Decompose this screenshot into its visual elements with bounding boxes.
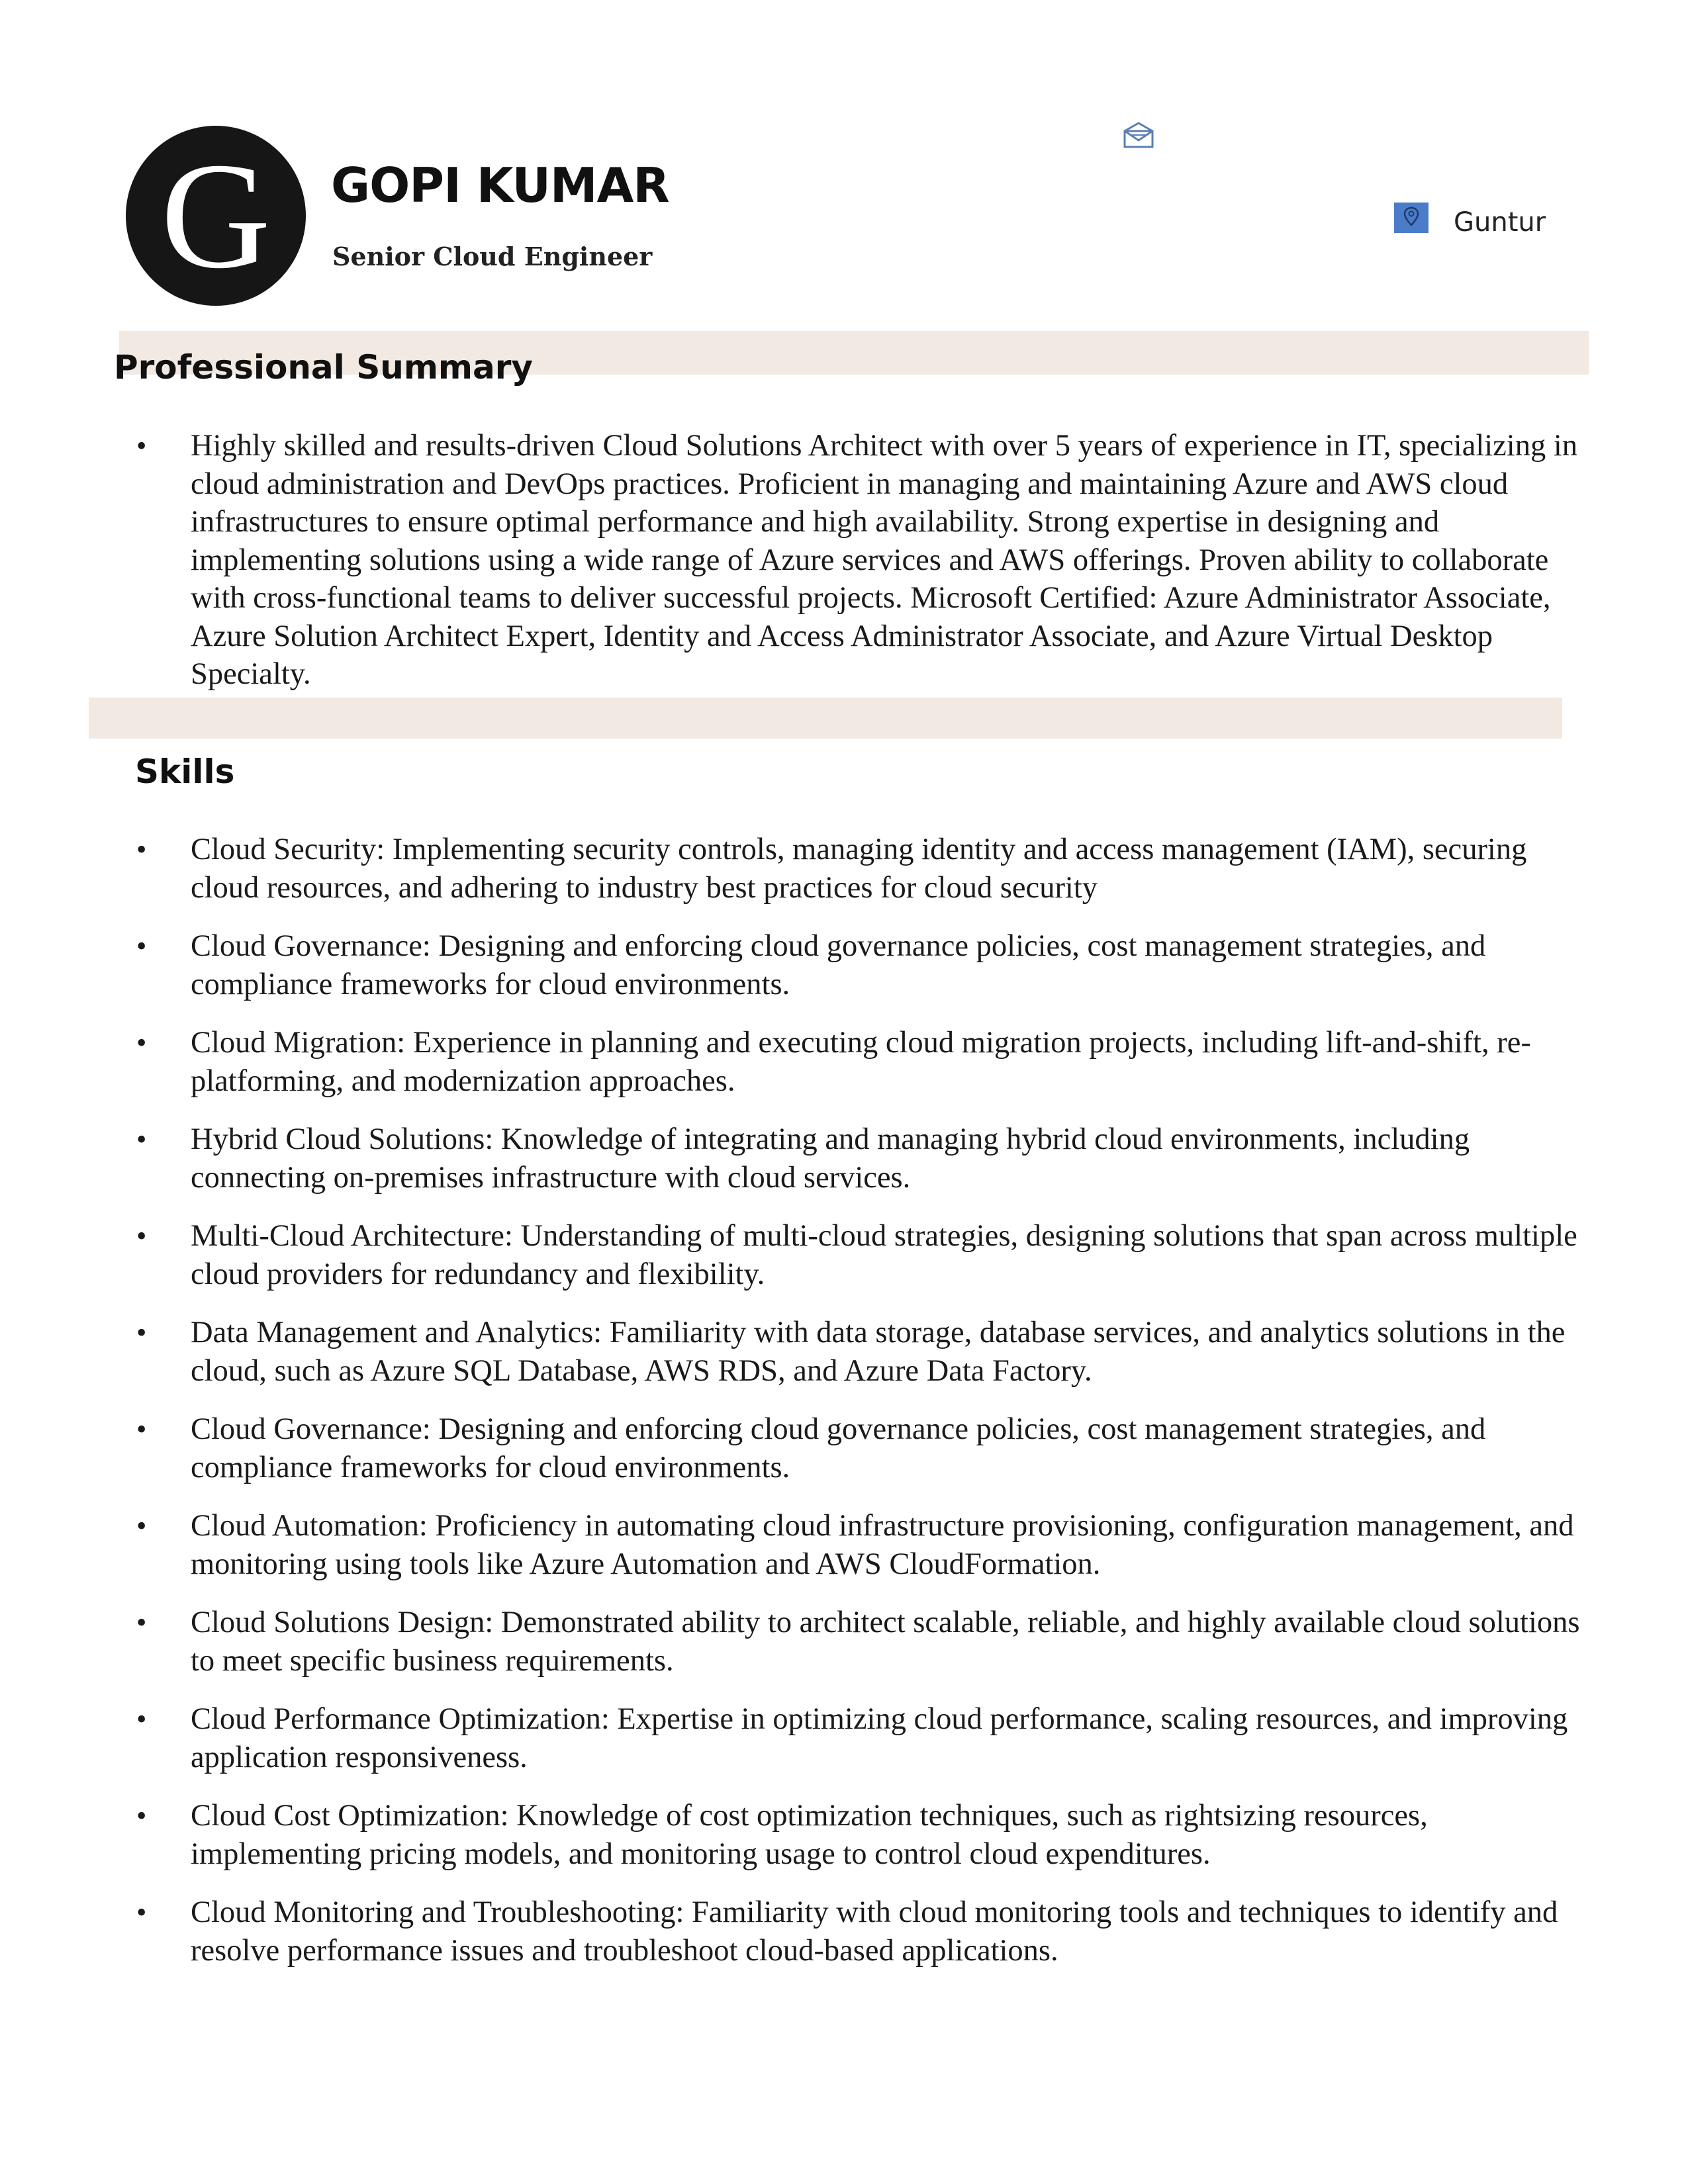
summary-item: • Highly skilled and results-driven Cloud Solutions Architect with over 5 years of experience in IT, specializing in cloud administration and DevOps practices. Proficient in managing and maintaining Azure and AWS cloud infrastructures to ensure optimal performance and high availability. Strong expertise in designing and implementing solutions using a wide range of Azure services and AWS offerings. Proven ability to collaborate with cross-functional teams to deliver successful projects. Microsoft Certified: Azure Administrator Associate, Azure Solution Architect Expert, Identity and Access Administrator Associate, and Azure Virtual Desktop Specialty. [136,427,1599,694]
skill-item: • Cloud Monitoring and Troubleshooting: Familiarity with cloud monitoring tools and techniques to identify and resolve performance issues and troubleshoot cloud-based applications. [136,1893,1599,1970]
skill-item: • Multi-Cloud Architecture: Understanding of multi-cloud strategies, designing solutions that span across multiple cloud providers for redundancy and flexibility. [136,1217,1599,1293]
skill-item: • Data Management and Analytics: Familiarity with data storage, database services, and analytics solutions in the cloud, such as Azure SQL Database, AWS RDS, and Azure Data Factory. [136,1314,1599,1390]
skill-item: • Cloud Security: Implementing security controls, managing identity and access management (IAM), securing cloud resources, and adhering to industry best practices for cloud security [136,831,1599,907]
skill-item: • Cloud Governance: Designing and enforcing cloud governance policies, cost management strategies, and compliance frameworks for cloud environments. [136,927,1599,1003]
skills-list [136,831,1599,1990]
skill-item: • Cloud Solutions Design: Demonstrated ability to architect scalable, reliable, and highly available cloud solutions to meet specific business requirements. [136,1604,1599,1680]
skill-item: • Cloud Governance: Designing and enforcing cloud governance policies, cost management strategies, and compliance frameworks for cloud environments. [136,1410,1599,1486]
section-band-skills [89,698,1562,739]
skill-item: • Cloud Cost Optimization: Knowledge of cost optimization techniques, such as rightsizing resources, implementing pricing models, and monitoring usage to control cloud expenditures. [136,1797,1599,1873]
section-heading-professional-summary: Professional Summary [114,348,534,387]
skill-item: • Cloud Performance Optimization: Expertise in optimizing cloud performance, scaling resources, and improving application responsiveness. [136,1700,1599,1776]
skill-item: • Cloud Migration: Experience in planning and executing cloud migration projects, including lift-and-shift, re-platforming, and modernization approaches. [136,1024,1599,1100]
location-text: Guntur [1454,207,1546,238]
skill-item: • Hybrid Cloud Solutions: Knowledge of integrating and managing hybrid cloud environments, including connecting on-premises infrastructure with cloud services. [136,1120,1599,1197]
summary-list [136,427,1599,694]
section-heading-skills: Skills [135,752,235,791]
skill-item: • Cloud Automation: Proficiency in automating cloud infrastructure provisioning, configuration management, and monitoring using tools like Azure Automation and AWS CloudFormation. [136,1507,1599,1583]
location-pin-icon [1394,203,1429,233]
candidate-name: GOPI KUMAR [331,158,669,213]
avatar: G [126,126,306,306]
envelope-icon [1123,122,1154,148]
job-title: Senior Cloud Engineer [332,242,653,271]
